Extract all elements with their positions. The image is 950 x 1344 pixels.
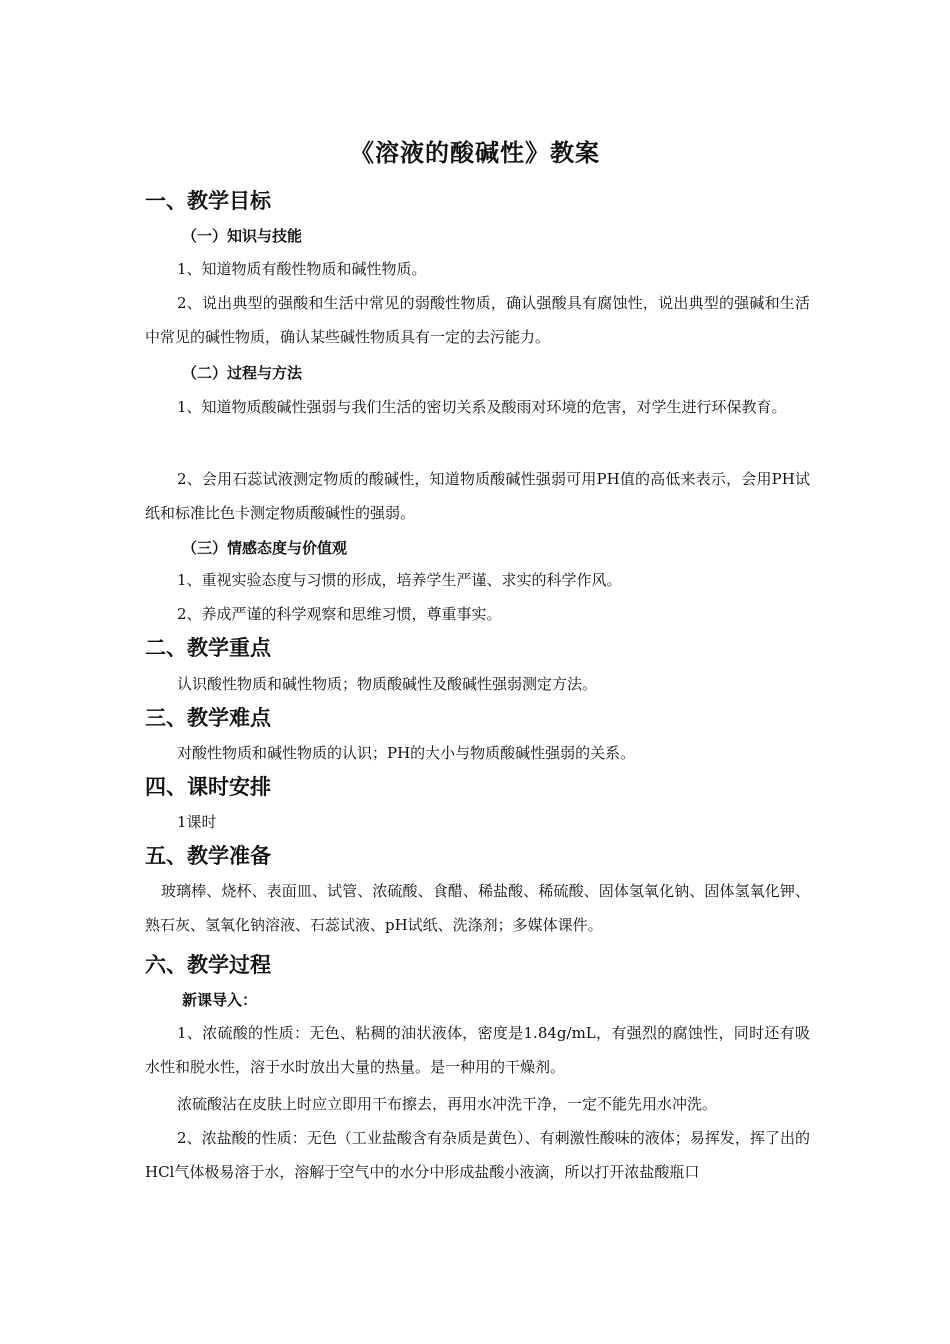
paragraph: 2、说出典型的强酸和生活中常见的弱酸性物质，确认强酸具有腐蚀性，说出典型的强碱和生活中常见的碱性物质，确认某些碱性物质具有一定的去污能力。 bbox=[145, 294, 810, 346]
subheading-process-methods: （二）过程与方法 bbox=[182, 364, 303, 382]
subheading-lesson-intro: 新课导入： bbox=[182, 991, 258, 1009]
paragraph: 1、浓硫酸的性质：无色、粘稠的油状液体，密度是1.84g/mL，有强烈的腐蚀性，同时还有吸水性和脱水性，溶于水时放出大量的热量。是一种用的干燥剂。 bbox=[145, 1024, 810, 1076]
section-heading-key-points: 二、教学重点 bbox=[145, 636, 271, 660]
document-title: 《溶液的酸碱性》教案 bbox=[350, 139, 600, 167]
subheading-attitudes-values: （三）情感态度与价值观 bbox=[182, 539, 348, 557]
paragraph: 1、知道物质有酸性物质和碱性物质。 bbox=[177, 260, 427, 278]
paragraph: 认识酸性物质和碱性物质；物质酸碱性及酸碱性强弱测定方法。 bbox=[177, 675, 598, 693]
paragraph: 浓硫酸沾在皮肤上时应立即用干布擦去，再用水冲洗干净，一定不能先用水冲洗。 bbox=[177, 1095, 718, 1113]
paragraph: 2、养成严谨的科学观察和思维习惯，尊重事实。 bbox=[177, 605, 502, 623]
paragraph: 2、浓盐酸的性质：无色（工业盐酸含有杂质是黄色）、有刺激性酸味的液体；易挥发，挥了出的HCl气体极易溶于水，溶解于空气中的水分中形成盐酸小液滴，所以打开浓盐酸瓶口 bbox=[145, 1129, 810, 1181]
paragraph: 1课时 bbox=[177, 813, 217, 831]
paragraph: 2、会用石蕊试液测定物质的酸碱性，知道物质酸碱性强弱可用PH值的高低来表示，会用PH试纸和标准比色卡测定物质酸碱性的强弱。 bbox=[145, 470, 810, 522]
paragraph: 对酸性物质和碱性物质的认识；PH的大小与物质酸碱性强弱的关系。 bbox=[177, 744, 636, 762]
section-heading-objectives: 一、教学目标 bbox=[145, 189, 271, 213]
section-heading-schedule: 四、课时安排 bbox=[145, 775, 271, 799]
section-heading-preparation: 五、教学准备 bbox=[145, 844, 271, 868]
paragraph: 1、重视实验态度与习惯的形成，培养学生严谨、求实的科学作风。 bbox=[177, 571, 622, 589]
paragraph: 玻璃棒、烧杯、表面皿、试管、浓硫酸、食醋、稀盐酸、稀硫酸、固体氢氧化钠、固体氢氧化钾、熟石灰、氢氧化钠溶液、石蕊试液、pH试纸、洗涤剂；多媒体课件。 bbox=[145, 882, 810, 934]
section-heading-difficulties: 三、教学难点 bbox=[145, 706, 271, 730]
subheading-knowledge-skills: （一）知识与技能 bbox=[182, 227, 303, 245]
section-heading-process: 六、教学过程 bbox=[145, 953, 271, 977]
paragraph: 1、知道物质酸碱性强弱与我们生活的密切关系及酸雨对环境的危害，对学生进行环保教育。 bbox=[177, 398, 787, 416]
